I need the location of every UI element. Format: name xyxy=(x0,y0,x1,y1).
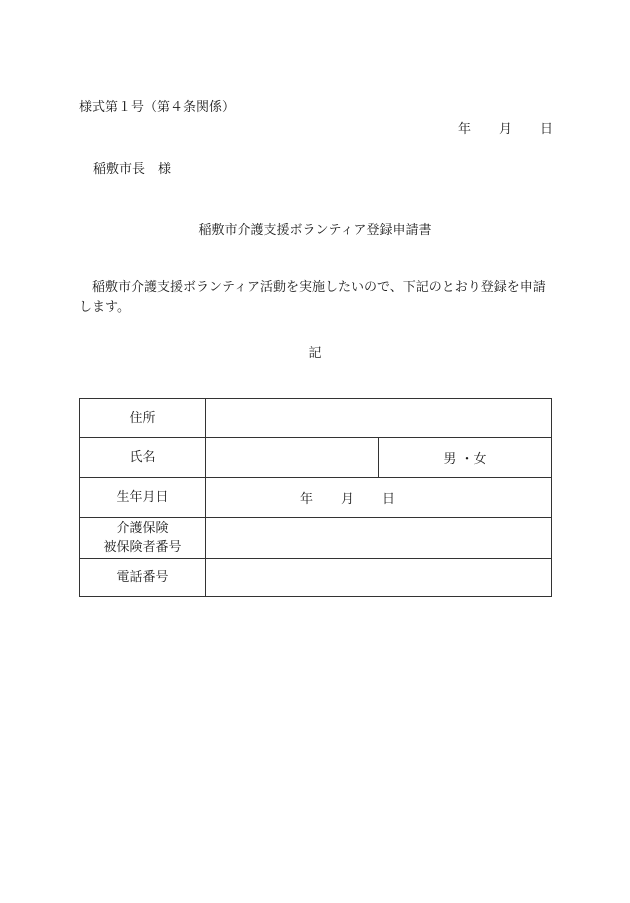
table-row-phone xyxy=(80,559,552,597)
birth-month-label: 月 xyxy=(341,492,355,507)
birthdate-field[interactable] xyxy=(206,478,552,518)
birth-day-label: 日 xyxy=(382,492,396,507)
insurance-number-field[interactable] xyxy=(206,518,552,559)
addressee: 稲敷市長 様 xyxy=(93,162,172,177)
insurance-label-line1: 介護保険 xyxy=(116,521,169,536)
address-label: 住所 xyxy=(80,399,206,438)
birthdate-label: 生年月日 xyxy=(80,478,206,518)
table-row-insurance xyxy=(80,518,552,559)
birth-year-label: 年 xyxy=(300,492,314,507)
table-row-address xyxy=(80,399,552,438)
table-row-birthdate xyxy=(80,478,552,518)
date-year-label: 年 xyxy=(458,122,472,137)
application-date xyxy=(458,118,553,137)
name-field[interactable] xyxy=(206,438,379,478)
address-field[interactable] xyxy=(206,399,552,438)
name-label: 氏名 xyxy=(80,438,206,478)
phone-label: 電話番号 xyxy=(80,559,206,597)
table-row-name xyxy=(80,438,552,478)
document-title: 稲敷市介護支援ボランティア登録申請書 xyxy=(198,223,432,238)
body-text: 稲敷市介護支援ボランティア活動を実施したいので、下記のとおり登録を申請します。 xyxy=(79,280,546,315)
ki-heading: 記 xyxy=(308,346,322,361)
gender-selector[interactable]: 男 ・女 xyxy=(379,438,552,478)
phone-field[interactable] xyxy=(206,559,552,597)
registration-form-table xyxy=(79,398,552,597)
insurance-number-label xyxy=(80,518,206,559)
date-day-label: 日 xyxy=(540,122,554,137)
form-number: 様式第１号（第４条関係） xyxy=(79,100,236,115)
insurance-label-line2: 被保険者番号 xyxy=(103,540,182,555)
date-month-label: 月 xyxy=(499,122,513,137)
